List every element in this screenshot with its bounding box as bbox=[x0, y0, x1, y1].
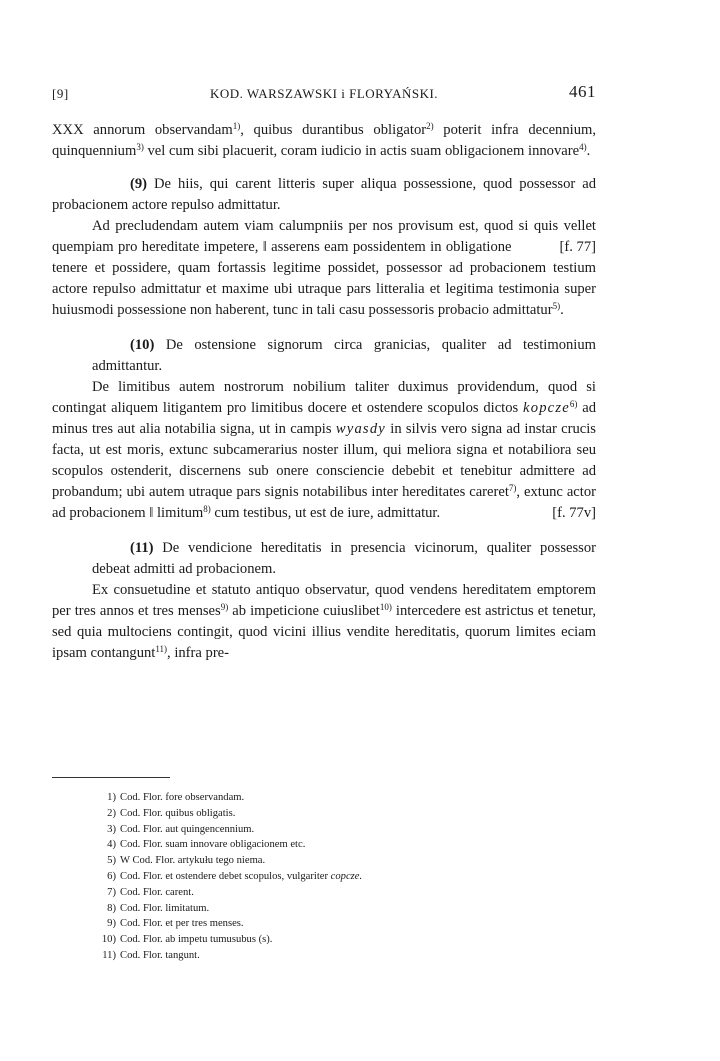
footnote-item: 4) Cod. Flor. suam innovare obligacionem etc. bbox=[107, 839, 306, 851]
paragraph-2: Ad precludendam autem viam calumpniis per nos provisum est, quod si quis vellet quempiam pro hereditate impetere, ‖ asserens eam [f. 77] possidentem in obligatione tenere et possidere, quam fortassis legitime possidet, possessor ad probacionem testium actore repulso admittatur et maxime ubi utraque pars litteralia et legitima testimonia super huiusmodi possessione non haberent, tunc in tali casu possessoris probacio admittatur$^{5)}$. bbox=[52, 218, 596, 318]
footnote-ref: 4) bbox=[579, 142, 587, 152]
footnote-item: 2) Cod. Flor. quibus obligatis. bbox=[107, 807, 236, 819]
footnote-item: 1) Cod. Flor. fore observandam. bbox=[107, 792, 245, 803]
footnote-ref: 5) bbox=[552, 301, 561, 311]
section-marker: [9] bbox=[52, 86, 69, 101]
section-heading-10: (10) De ostensione signorum circa granicias, qualiter ad testimonium admittantur. bbox=[92, 337, 596, 374]
section-number: (11) bbox=[130, 540, 154, 556]
paragraph-1: XXX annorum observandam$^{1)}$, quibus durantibus obligator$^{2)}$ poterit infra decennium, quinquennium$^{3)}$ vel cum sibi placuerit, coram iudicio in actis suam obligacionem innovare$^{4)}$. bbox=[52, 121, 596, 159]
paragraph-3: De limitibus autem nostrorum nobilium taliter duximus providendum, quod si contingat aliquem litigantem pro limitibus docere et ostendere scopulos dictos kopcze$^{6)}$ ad minus tres aut alia notabilia signa, ut in campis wyasdy in silvis vero signa ad instar crucis facta, ut est moris, extunc subcamerarius noster illum, qui meliora signa et notabiliora seu scopulos ostenderit, discernens sub onere consciencie debebit et tenebitur admittere ad probandum; ubi autem utraque pars signis notabilibus inter hereditates careret$^{7)}$, extunc actor ad probacionem ‖ limitum$^{8)}$ cum testibus, [f. 77v] ut est de iure, admittatur. bbox=[52, 377, 596, 524]
section-heading-11: (11) De vendicione hereditatis in presencia vicinorum, qualiter possessor debeat admitti ad probacionem. bbox=[92, 540, 596, 577]
footnote-item: 9) Cod. Flor. et per tres menses. bbox=[107, 918, 244, 930]
footnote-item: 11) Cod. Flor. tangunt. bbox=[102, 949, 200, 961]
vernacular-term: wyasdy bbox=[335, 421, 386, 437]
footnote-ref: 11) bbox=[155, 644, 168, 654]
running-header bbox=[52, 82, 596, 106]
footnote-item: 10) Cod. Flor. ab impetu tumusubus (s). bbox=[101, 934, 273, 946]
section-heading-9: (9) De hiis, qui carent litteris super aliqua possessione, quod possessor ad probacionem actore repulso admittatur. bbox=[52, 176, 596, 213]
section-number: (10) bbox=[130, 337, 155, 353]
footnote-ref: 2) bbox=[426, 121, 434, 131]
footnote-ref: 8) bbox=[203, 504, 211, 514]
page bbox=[52, 82, 596, 664]
vernacular-term: kopcze bbox=[523, 400, 570, 416]
footnote-ref: 9) bbox=[220, 602, 229, 612]
folio-ref: [f. 77v] bbox=[552, 505, 596, 521]
footnote-item: 8) Cod. Flor. limitatum. bbox=[107, 902, 210, 914]
footnote-item: 3) Cod. Flor. aut quingencennium. bbox=[107, 823, 255, 835]
page-number: 461 bbox=[569, 82, 596, 101]
section-number: (9) bbox=[130, 176, 148, 192]
footnote-divider bbox=[52, 777, 170, 778]
folio-ref: [f. 77] bbox=[559, 239, 596, 255]
footnote-ref: 10) bbox=[379, 602, 392, 612]
footnote-ref: 1) bbox=[232, 121, 241, 131]
footnote-ref: 3) bbox=[136, 142, 144, 152]
footnote-item: 5) W Cod. Flor. artykułu tego niema. bbox=[107, 855, 266, 867]
footnote-item: 6) Cod. Flor. et ostendere debet scopulos, vulgariter copcze. bbox=[107, 870, 363, 882]
footnote-item: 7) Cod. Flor. carent. bbox=[107, 886, 194, 898]
body-text bbox=[52, 120, 596, 664]
paragraph-4: Ex consuetudine et statuto antiquo observatur, quod vendens hereditatem emptorem per tres annos et tres menses$^{9)}$ ab impeticione cuiuslibet$^{10)}$ intercedere est astrictus et tenetur, sed quia multociens contingit, quod vicini illius vendite hereditatis, quorum limites eciam ipsam contangunt$^{11)}$, infra pre- bbox=[52, 582, 596, 661]
footnote-ref: 6) bbox=[569, 399, 578, 409]
footnote-ref: 7) bbox=[508, 483, 517, 493]
running-title: KOD. WARSZAWSKI i FLORYAŃSKI. bbox=[209, 86, 439, 101]
footnotes bbox=[98, 790, 558, 964]
